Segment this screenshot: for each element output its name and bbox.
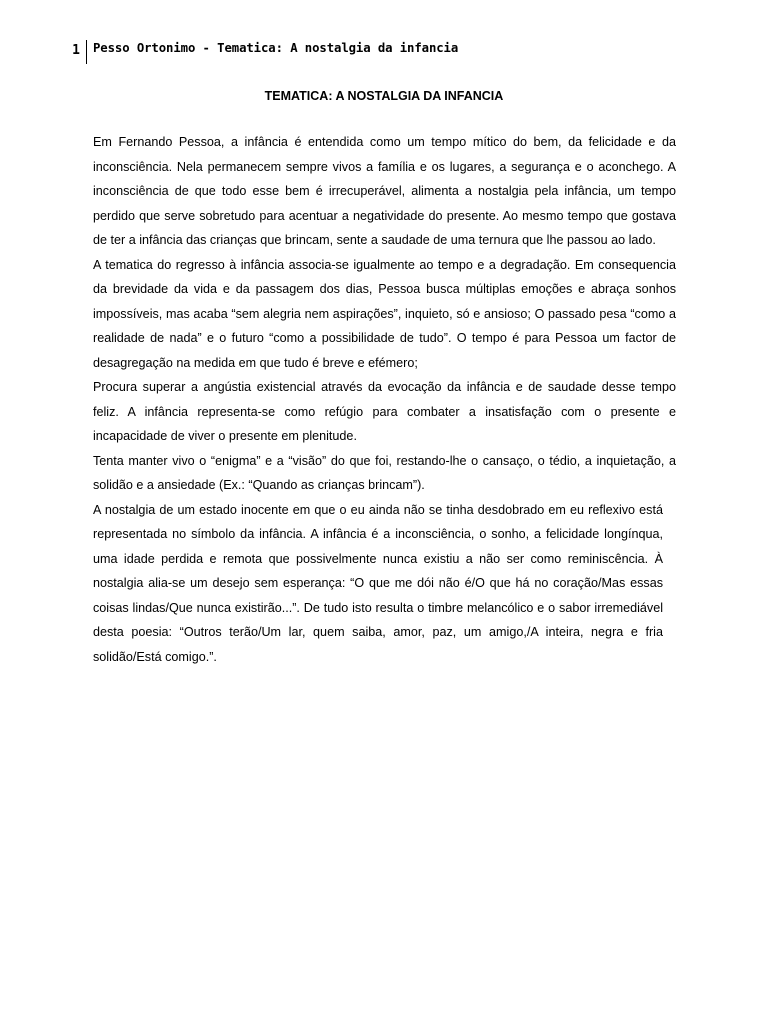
document-title: TEMATICA: A NOSTALGIA DA INFANCIA xyxy=(264,89,504,103)
paragraph: A tematica do regresso à infância associa-se igualmente ao tempo e a degradação. Em consequencia da brevidade da vida e da passagem dos dias, Pessoa busca múltiplas emoções e abraça sonhos impossíveis, mas acaba “sem alegria nem aspirações”, inquieto, só e ansioso; O passado pesa “como a realidade de nada” e o futuro “como a possibilidade de tudo”. O tempo é para Pessoa um factor de desagregação na medida em que tudo é breve e efémero; xyxy=(93,257,676,370)
document-body xyxy=(93,130,676,669)
page-number: 1 xyxy=(72,43,80,58)
paragraph: Em Fernando Pessoa, a infância é entendida como um tempo mítico do bem, da felicidade e da inconsciência. Nela permanecem sempre vivos a família e os lugares, a segurança e o aconchego. A inconsciência de que todo esse bem é irrecuperável, alimenta a nostalgia pela infância, um tempo perdido que serve sobretudo para acentuar a negatividade do presente. Ao mesmo tempo que gostava de ter a infância das crianças que brincam, sente a saudade de uma ternura que lhe passou ao lado. xyxy=(93,135,676,247)
paragraph: Tenta manter vivo o “enigma” e a “visão” do que foi, restando-lhe o cansaço, o tédio, a inquietação, a solidão e a ansiedade (Ex.: “Quando as crianças brincam”). xyxy=(93,453,676,492)
header-title: Pesso Ortonimo - Tematica: A nostalgia da infancia xyxy=(93,41,459,55)
paragraph: Procura superar a angústia existencial através da evocação da infância e de saudade desse tempo feliz. A infância representa-se como refúgio para combater a insatisfação com o presente e incapacidade de viver o presente em plenitude. xyxy=(93,380,676,443)
paragraph: A nostalgia de um estado inocente em que o eu ainda não se tinha desdobrado em eu reflexivo está representada no símbolo da infância. A infância é a inconsciência, o sonho, a felicidade longínqua, uma idade perdida e remota que possivelmente nunca existiu a não ser como reminiscência. À nostalgia alia-se um desejo sem esperança: “O que me dói não é/O que há no coração/Mas essas coisas lindas/Que nunca existirão...”. De tudo isto resulta o timbre melancólico e o sabor irremediável desta poesia: “Outros terão/Um lar, quem saiba, amor, paz, um amigo,/A inteira, negra e fria solidão/Está comigo.”. xyxy=(93,502,663,664)
page-header xyxy=(60,38,458,62)
header-divider xyxy=(86,40,87,64)
